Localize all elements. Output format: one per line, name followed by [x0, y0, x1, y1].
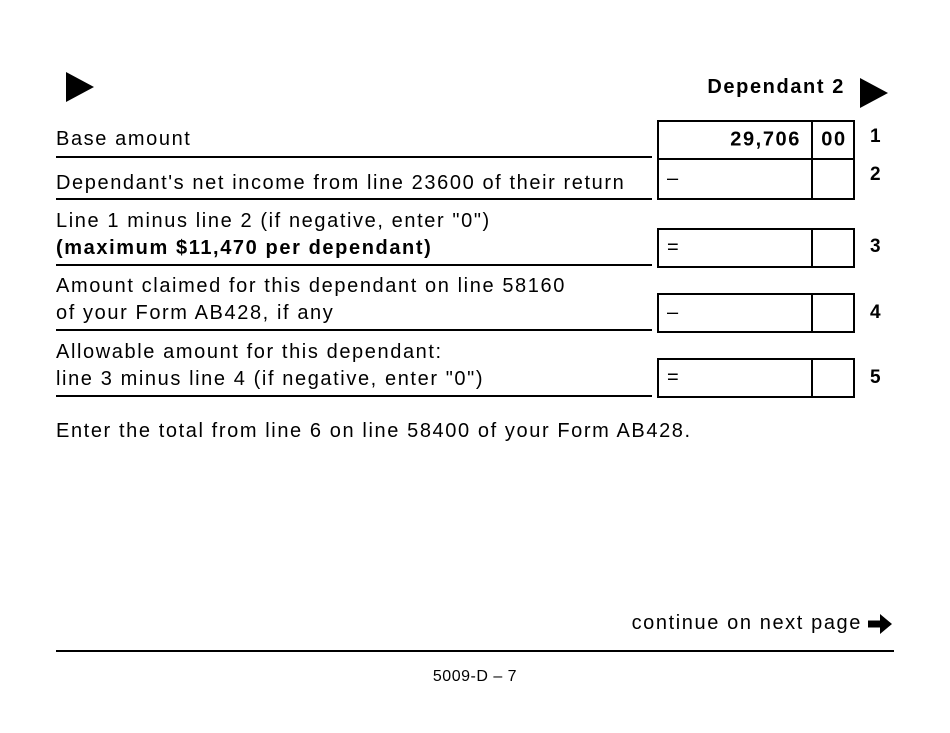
page-footer: 5009-D – 7	[432, 668, 518, 685]
line-4-cents-input[interactable]	[815, 295, 853, 331]
bottom-rule	[56, 650, 894, 652]
right-triangle-icon	[860, 78, 888, 108]
cents-divider	[811, 230, 813, 266]
cents-divider	[811, 295, 813, 331]
line-3-label-maximum: (maximum $11,470 per dependant)	[56, 237, 433, 259]
line-2-label-text: Dependant's net income from line 23600 of their return	[56, 172, 626, 194]
line-3-operator: =	[667, 236, 681, 259]
line-1-cents: 00	[821, 128, 847, 151]
line-5-rule	[56, 395, 652, 397]
line-4-operator: –	[667, 301, 680, 324]
line-1-rule	[56, 156, 652, 158]
right-triangle-icon	[66, 72, 94, 102]
dependant-column-title: Dependant 2	[707, 76, 845, 98]
line-4-dollars-input[interactable]	[685, 295, 809, 331]
cents-divider	[811, 122, 813, 158]
line-1-dollars: 29,706	[730, 128, 801, 151]
line-2-rule	[56, 198, 652, 200]
continue-text: continue on next page	[631, 612, 862, 634]
line-1-label	[56, 126, 650, 153]
line-2-dollars-input[interactable]	[685, 160, 809, 198]
line-3-label	[56, 208, 650, 262]
line-4-label-text-1: Amount claimed for this dependant on line 58160	[56, 275, 566, 297]
line-5-dollars-input[interactable]	[685, 360, 809, 396]
line-4-label	[56, 273, 650, 327]
line-5-label-text-2: line 3 minus line 4 (if negative, enter "0")	[56, 368, 485, 390]
line-2-label	[56, 170, 650, 197]
line-2-amount-box	[657, 158, 855, 200]
line-1-amount-box	[657, 120, 855, 160]
line-3-cents-input[interactable]	[815, 230, 853, 266]
line-5-cents-input[interactable]	[815, 360, 853, 396]
right-arrow-icon	[866, 612, 894, 636]
line-5-number: 5	[870, 367, 883, 388]
line-2-number: 2	[870, 164, 883, 185]
line-3-dollars-input[interactable]	[685, 230, 809, 266]
instruction-text: Enter the total from line 6 on line 58400 of your Form AB428.	[56, 420, 692, 442]
line-1-label-text: Base amount	[56, 128, 192, 150]
cents-divider	[811, 160, 813, 198]
cents-divider	[811, 360, 813, 396]
line-3-amount-box	[657, 228, 855, 268]
line-4-number: 4	[870, 302, 883, 323]
line-1-number: 1	[870, 126, 883, 147]
line-5-amount-box	[657, 358, 855, 398]
line-4-rule	[56, 329, 652, 331]
line-4-amount-box	[657, 293, 855, 333]
line-5-operator: =	[667, 366, 681, 389]
line-2-operator: –	[667, 167, 680, 190]
line-5-label-text-1: Allowable amount for this dependant:	[56, 341, 443, 363]
line-5-label	[56, 339, 650, 393]
line-3-rule	[56, 264, 652, 266]
line-4-label-text-2: of your Form AB428, if any	[56, 302, 335, 324]
line-2-cents-input[interactable]	[815, 160, 853, 198]
line-3-label-text: Line 1 minus line 2 (if negative, enter "0")	[56, 210, 491, 232]
line-3-number: 3	[870, 236, 883, 257]
